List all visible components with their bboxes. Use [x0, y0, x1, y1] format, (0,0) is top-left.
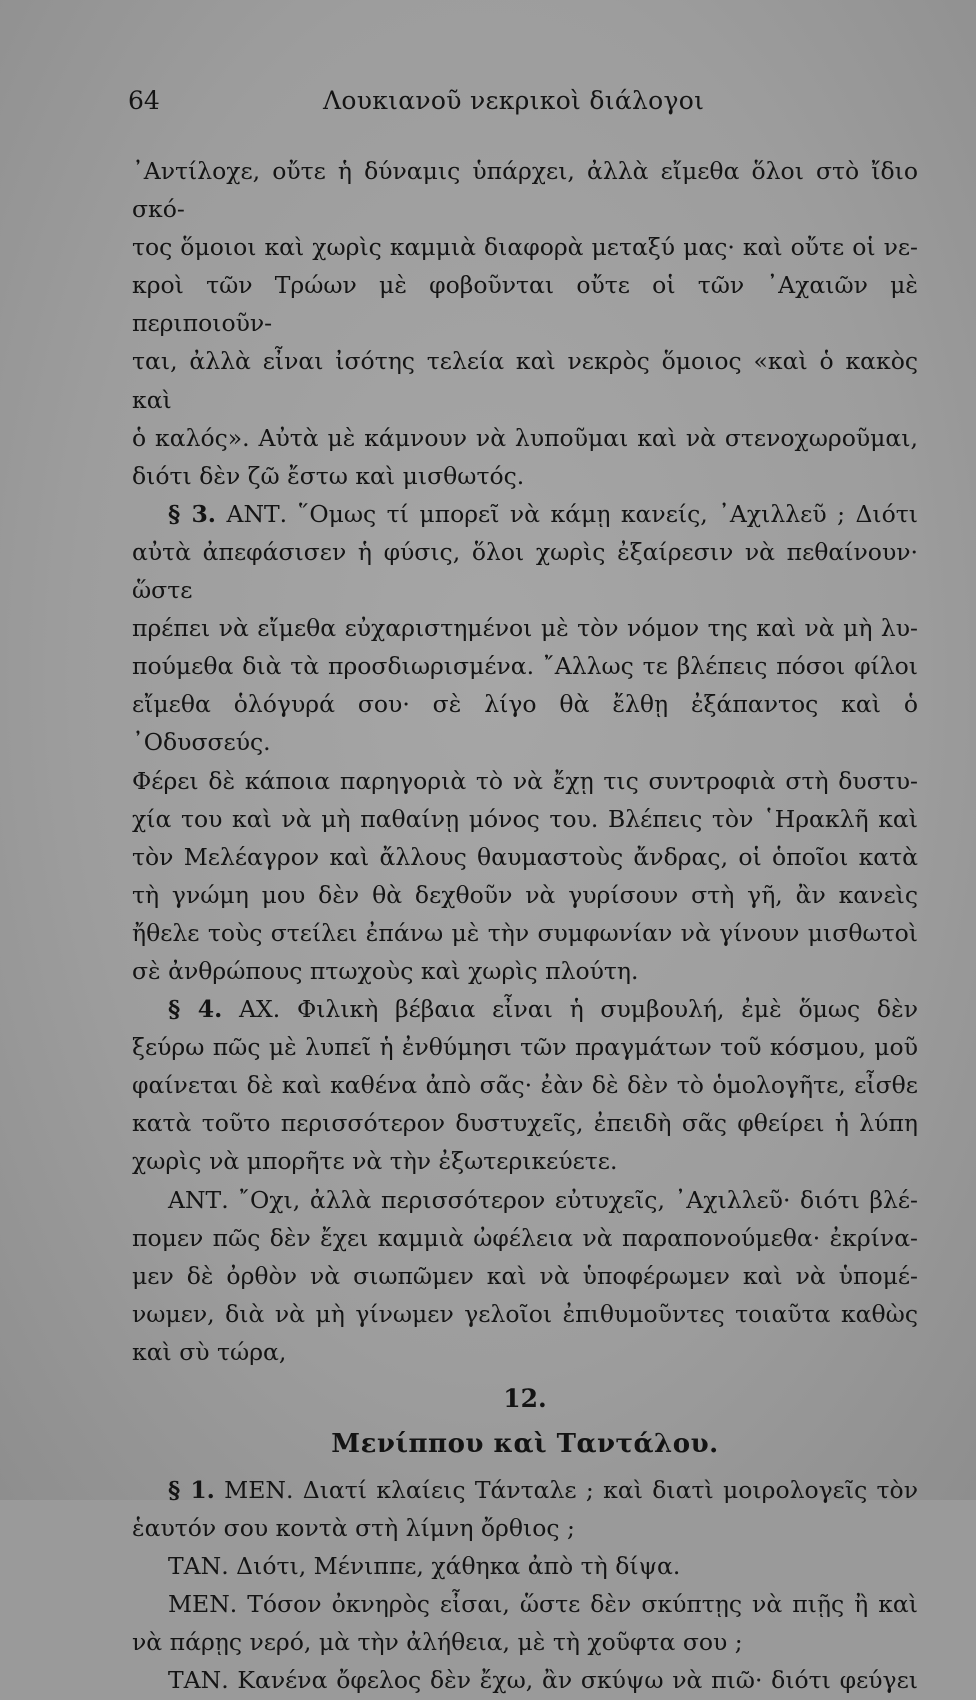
text-line: τὴ γνώμη μου δὲν θὰ δεχθοῦν νὰ γυρίσουν στὴ γῆ, ἂν κανεὶς	[132, 880, 918, 909]
page-number: 64	[128, 86, 160, 115]
paragraph-first-line	[132, 990, 918, 1028]
paragraph-first-line	[132, 495, 918, 533]
speaker-line: ΜΕΝ. Διατί κλαίεις Τάνταλε ; καὶ διατὶ μοιρολογεῖς τὸν	[224, 1476, 918, 1504]
text-line: ὁ καλός». Αὐτὰ μὲ κάμνουν νὰ λυποῦμαι καὶ νὰ στενοχωροῦμαι,	[132, 423, 918, 452]
text-line: χωρὶς νὰ μπορῆτε νὰ τὴν ἐξωτερικεύετε.	[132, 1147, 618, 1176]
text-line: φαίνεται δὲ καὶ καθένα ἀπὸ σᾶς· ἐὰν δὲ δὲν τὸ ὁμολογῆτε, εἶσθε	[132, 1071, 918, 1100]
speaker-line: ΜΕΝ. Τόσον ὀκνηρὸς εἶσαι, ὥστε δὲν σκύπτῃς νὰ πιῇς ἢ καὶ	[168, 1590, 918, 1619]
text-line: ξεύρω πῶς μὲ λυπεῖ ἡ ἐνθύμησι τῶν πραγμάτων τοῦ κόσμου, μοῦ	[132, 1033, 918, 1062]
speaker-line: ΤΑΝ. Διότι, Μένιππε, χάθηκα ἀπὸ τὴ δίψα.	[168, 1552, 681, 1581]
text-line: διότι δὲν ζῶ ἔστω καὶ μισθωτός.	[132, 461, 525, 490]
text-line: τὸν Μελέαγρον καὶ ἄλλους θαυμαστοὺς ἄνδρας, οἱ ὁποῖοι κατὰ	[132, 842, 918, 871]
text-line: τος ὅμοιοι καὶ χωρὶς καμμιὰ διαφορὰ μεταξύ μας· καὶ οὔτε οἱ νε-	[132, 233, 918, 262]
speaker-line: ΑΝΤ. ῎Οχι, ἀλλὰ περισσότερον εὐτυχεῖς, ᾿Αχιλλεῦ· διότι βλέ-	[168, 1185, 918, 1214]
text-line: κροὶ τῶν Τρώων μὲ φοβοῦνται οὔτε οἱ τῶν ᾿Αχαιῶν μὲ περιποιοῦν-	[132, 271, 918, 338]
text-line: μεν δὲ ὀρθὸν νὰ σιωπῶμεν καὶ νὰ ὑποφέρωμεν καὶ νὰ ὑπομέ-	[132, 1261, 918, 1290]
speaker-line: ΑΧ. Φιλικὴ βέβαια εἶναι ἡ συμβουλή, ἐμὲ ὅμως δὲν	[239, 995, 918, 1024]
speaker-line: ΤΑΝ. Κανένα ὄφελος δὲν ἔχω, ἂν σκύψω νὰ πιῶ· διότι φεύγει	[168, 1666, 918, 1695]
text-line: ἤθελε τοὺς στείλει ἐπάνω μὲ τὴν συμφωνίαν νὰ γίνουν μισθωτοὶ	[132, 918, 918, 947]
page-header	[128, 86, 908, 122]
text-line: σὲ ἀνθρώπους πτωχοὺς καὶ χωρὶς πλούτη.	[132, 956, 639, 985]
text-line: νὰ πάρῃς νερό, μὰ τὴν ἀλήθεια, μὲ τὴ χοῦφτα σου ;	[132, 1628, 743, 1657]
text-line: ᾿Αντίλοχε, οὔτε ἡ δύναμις ὑπάρχει, ἀλλὰ εἴμεθα ὅλοι στὸ ἴδιο σκό-	[132, 157, 918, 224]
text-line: καὶ σὺ τώρα,	[132, 1337, 287, 1366]
text-line: χία του καὶ νὰ μὴ παθαίνῃ μόνος του. Βλέπεις τὸν ῾Ηρακλῆ καὶ	[132, 804, 918, 833]
text-line: ἑαυτόν σου κοντὰ στὴ λίμνη ὄρθιος ;	[132, 1514, 575, 1543]
dialogue-number: 12.	[503, 1384, 547, 1413]
text-line: πρέπει νὰ εἴμεθα εὐχαριστημένοι μὲ τὸν νόμον της καὶ νὰ μὴ λυ-	[132, 614, 918, 643]
text-line: εἴμεθα ὁλόγυρά σου· σὲ λίγο θὰ ἔλθῃ ἐξάπαντος καὶ ὁ ᾿Οδυσσεύς.	[132, 690, 918, 757]
page-body	[132, 152, 918, 1700]
dialogue-title: Μενίππου καὶ Ταντάλου.	[331, 1429, 719, 1459]
text-line: πούμεθα διὰ τὰ προσδιωρισμένα. ῎Αλλως τε βλέπεις πόσοι φίλοι	[132, 652, 918, 681]
text-line: Φέρει δὲ κάποια παρηγοριὰ τὸ νὰ ἔχῃ τις συντροφιὰ στὴ δυστυ-	[132, 766, 918, 795]
section-marker: § 3.	[168, 499, 216, 528]
section-marker: § 1.	[168, 1476, 215, 1504]
text-line: νωμεν, διὰ νὰ μὴ γίνωμεν γελοῖοι ἐπιθυμοῦντες τοιαῦτα καθὼς	[132, 1299, 918, 1328]
text-line: ται, ἀλλὰ εἶναι ἰσότης τελεία καὶ νεκρὸς ὅμοιος «καὶ ὁ κακὸς καὶ	[132, 347, 918, 414]
running-title: Λουκιανοῦ νεκρικοὶ διάλογοι	[323, 86, 705, 115]
paragraph-first-line	[132, 1471, 918, 1509]
text-line: αὐτὰ ἀπεφάσισεν ἡ φύσις, ὅλοι χωρὶς ἐξαίρεσιν νὰ πεθαίνουν· ὥστε	[132, 537, 918, 605]
speaker-line: ΑΝΤ. ῞Ομως τί μπορεῖ νὰ κάμῃ κανείς, ᾿Αχιλλεῦ ; Διότι	[226, 499, 918, 528]
text-line: κατὰ τοῦτο περισσότερον δυστυχεῖς, ἐπειδὴ σᾶς φθείρει ἡ λύπη	[132, 1109, 918, 1138]
section-marker: § 4.	[168, 995, 223, 1024]
text-line: πομεν πῶς δὲν ἔχει καμμιὰ ὠφέλεια νὰ παραπονούμεθα· ἐκρίνα-	[132, 1223, 918, 1252]
